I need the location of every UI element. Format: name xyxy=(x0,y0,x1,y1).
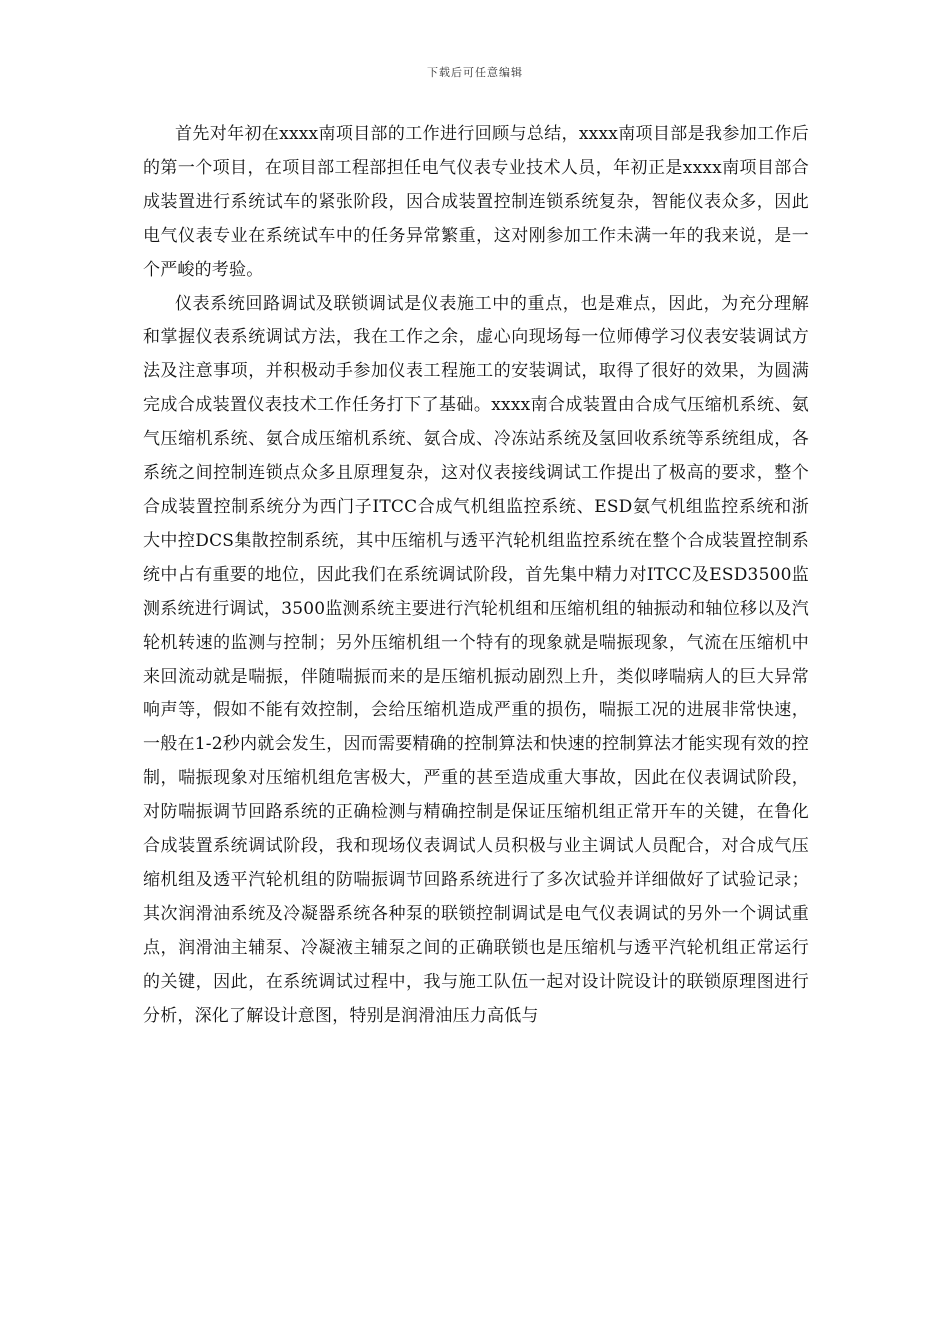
page-header: 下载后可任意编辑 xyxy=(427,66,523,79)
paragraph-instrument-debugging: 仪表系统回路调试及联锁调试是仪表施工中的重点，也是难点，因此，为充分理解和掌握仪表系统调试方法，我在工作之余，虚心向现场每一位师傅学习仪表安装调试方法及注意事项，并积极动手参加仪表工程施工的安装调试，取得了很好的效果，为圆满完成合成装置仪表技术工作任务打下了基础。xxxx南合成装置由合成气压缩机系统、氨气压缩机系统、氨合成压缩机系统、氨合成、冷冻站系统及氢回收系统等系统组成，各系统之间控制连锁点众多且原理复杂，这对仪表接线调试工作提出了极高的要求，整个合成装置控制系统分为西门子ITCC合成气机组监控系统、ESD氨气机组监控系统和浙大中控DCS集散控制系统，其中压缩机与透平汽轮机组监控系统在整个合成装置控制系统中占有重要的地位，因此我们在系统调试阶段，首先集中精力对ITCC及ESD3500监测系统进行调试，3500监测系统主要进行汽轮机组和压缩机组的轴振动和轴位移以及汽轮机转速的监测与控制；另外压缩机组一个特有的现象就是喘振现象，气流在压缩机中来回流动就是喘振，伴随喘振而来的是压缩机振动剧烈上升，类似哮喘病人的巨大异常响声等，假如不能有效控制，会给压缩机造成严重的损伤，喘振工况的进展非常快速，一般在1-2秒内就会发生，因而需要精确的控制算法和快速的控制算法才能实现有效的控制，喘振现象对压缩机组危害极大，严重的甚至造成重大事故，因此在仪表调试阶段，对防喘振调节回路系统的正确检测与精确控制是保证压缩机组正常开车的关键，在鲁化合成装置系统调试阶段，我和现场仪表调试人员积极与业主调试人员配合，对合成气压缩机组及透平汽轮机组的防喘振调节回路系统进行了多次试验并详细做好了试验记录；其次润滑油系统及冷凝器系统各种泵的联锁控制调试是电气仪表调试的另外一个调试重点，润滑油主辅泵、冷凝液主辅泵之间的正确联锁也是压缩机与透平汽轮机组正常运行的关键，因此，在系统调试过程中，我与施工队伍一起对设计院设计的联锁原理图进行分析，深化了解设计意图，特别是润滑油压力高低与 xyxy=(143,293,809,1026)
paragraph-review: 首先对年初在xxxx南项目部的工作进行回顾与总结，xxxx南项目部是我参加工作后的第一个项目，在项目部工程部担任电气仪表专业技术人员，年初正是xxxx南项目部合成装置进行系统试车的紧张阶段，因合成装置控制连锁系统复杂，智能仪表众多，因此电气仪表专业在系统试车中的任务异常繁重，这对刚参加工作未满一年的我来说，是一个严峻的考验。 xyxy=(143,124,809,280)
document-body xyxy=(143,118,809,1033)
